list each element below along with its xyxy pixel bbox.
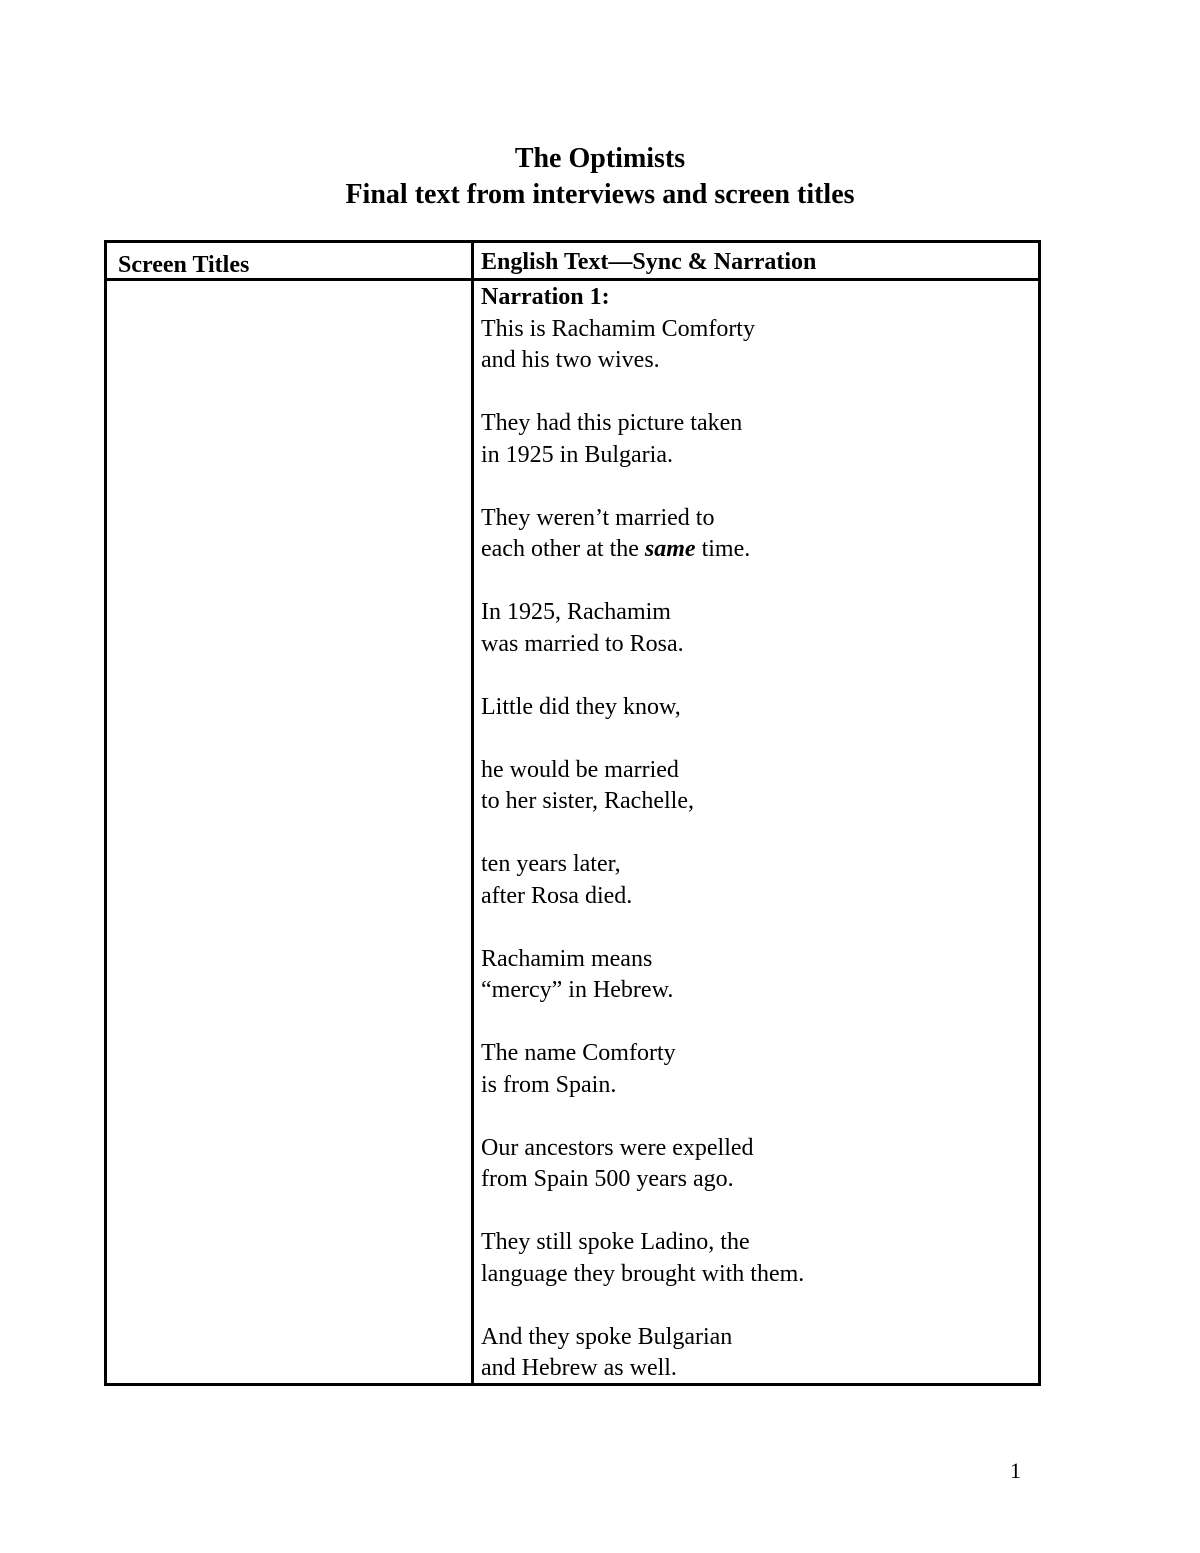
narration-stanza (481, 408, 1021, 471)
narration-stanza (481, 944, 1021, 1007)
document-subtitle: Final text from interviews and screen titles (345, 179, 855, 210)
narration-line: and Hebrew as well. (481, 1355, 677, 1381)
narration-line-emphasis (481, 534, 1021, 566)
emphasis-before: each other at the (481, 536, 645, 562)
narration-line: In 1925, Rachamim (481, 599, 671, 625)
narration-line: Our ancestors were expelled (481, 1134, 754, 1161)
narration-cell (481, 282, 1021, 1385)
narration-stanza (481, 1227, 1021, 1290)
narration-line: and his two wives. (481, 347, 660, 373)
narration-stanza (481, 755, 1021, 818)
column-divider (471, 243, 474, 1383)
narration-stanza (481, 1038, 1021, 1101)
narration-line: to her sister, Rachelle, (481, 788, 694, 814)
page-number: 1 (1010, 1458, 1021, 1483)
narration-line: “mercy” in Hebrew. (481, 977, 674, 1003)
script-table (104, 240, 1041, 1386)
narration-line: he would be married (481, 756, 679, 783)
narration-line: from Spain 500 years ago. (481, 1166, 734, 1192)
narration-line: Little did they know, (481, 693, 681, 720)
narration-stanza (481, 314, 1021, 377)
narration-line: They weren’t married to (481, 504, 715, 531)
narration-line: was married to Rosa. (481, 630, 684, 657)
narration-stanza (481, 1322, 1021, 1385)
document-title: The Optimists (514, 143, 686, 174)
emphasis-after: time. (695, 536, 751, 562)
narration-line: And they spoke Bulgarian (481, 1323, 733, 1350)
narration-label: Narration 1: (481, 284, 610, 310)
narration-stanza (481, 503, 1021, 566)
narration-line: The name Comforty (481, 1040, 676, 1066)
narration-stanza (481, 692, 1021, 724)
narration-stanza (481, 1133, 1021, 1196)
narration-line: is from Spain. (481, 1071, 617, 1098)
narration-line: after Rosa died. (481, 882, 633, 909)
narration-stanza (481, 849, 1021, 912)
narration-line: They still spoke Ladino, the (481, 1229, 750, 1255)
narration-line: They had this picture taken (481, 410, 743, 436)
narration-stanza (481, 597, 1021, 660)
document-title-block (0, 141, 1200, 213)
narration-line: in 1925 in Bulgaria. (481, 441, 673, 468)
narration-line: This is Rachamim Comforty (481, 315, 755, 342)
narration-line: ten years later, (481, 851, 621, 877)
emphasis-word: same (644, 536, 696, 562)
narration-line: language they brought with them. (481, 1260, 805, 1287)
header-english-text: English Text—Sync & Narration (481, 249, 817, 275)
narration-line: Rachamim means (481, 945, 653, 972)
header-screen-titles: Screen Titles (118, 252, 250, 278)
